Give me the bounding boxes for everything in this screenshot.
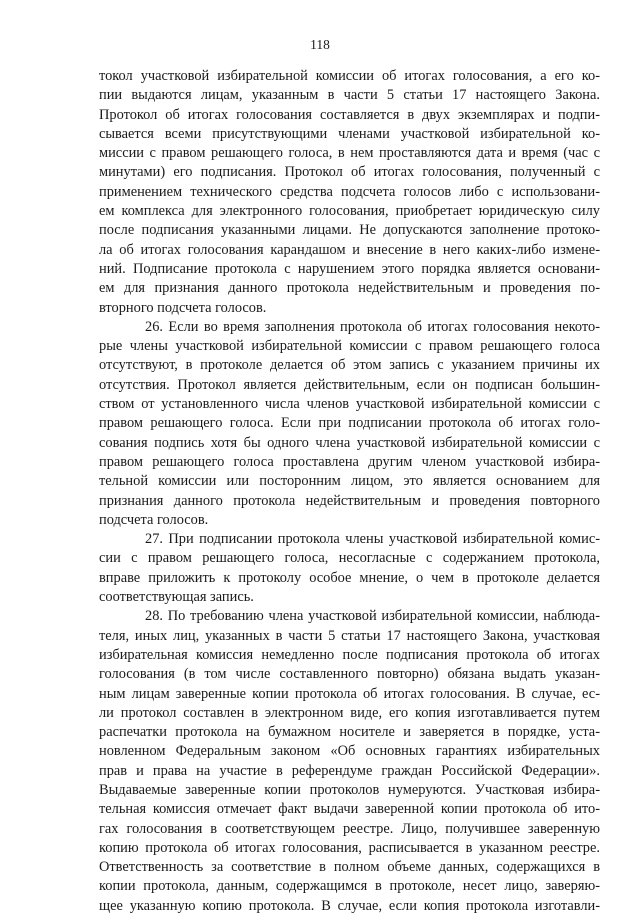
text-line: копии протокола, данным, содержащимся в протоколе, несет лицо, заверяю- <box>99 878 600 895</box>
text-line: копию протокола об итогах голосования, расписывается в указанном реестре. <box>99 839 600 856</box>
text-line: ли протокол составлен в электронном виде, его копия изготавливается путем <box>99 704 600 721</box>
text-line: вправе приложить к протоколу особое мнение, о чем в протоколе делается <box>99 569 600 586</box>
body-text <box>99 67 600 916</box>
text-line: избирательная комиссия немедленно после подписания протокола об итогах <box>99 646 600 663</box>
text-line: пии выдаются лицам, указанным в части 5 статьи 17 настоящего Закона. <box>99 87 600 104</box>
text-line: правом решающего голоса проставлена другим членом участковой избира- <box>99 453 600 470</box>
text-line: сии с правом решающего голоса, несогласные с содержанием протокола, <box>99 550 600 567</box>
text-line: миссии с правом решающего голоса, в нем проставляются дата и время (час с <box>99 145 600 162</box>
text-line: вторного подсчета голосов. <box>99 299 267 316</box>
text-line: теля, иных лиц, указанных в части 5 статьи 17 настоящего Закона, участковая <box>99 627 600 644</box>
text-line: токол участковой избирательной комиссии об итогах голосования, а его ко- <box>99 68 600 84</box>
text-line: Ответственность за соответствие в полном объеме данных, содержащихся в <box>99 859 600 876</box>
text-line: новленном Федеральным законом «Об основных гарантиях избирательных <box>99 743 600 760</box>
text-line: сования подпись хотя бы одного члена участковой избирательной комиссии с <box>99 434 600 451</box>
text-line: правом решающего голоса. Если при подписании протокола об итогах голо- <box>99 415 600 432</box>
text-line: рые члены участковой избирательной комиссии с правом решающего голоса <box>99 338 600 355</box>
text-line: ем комплекса для электронного голосования, приобретает юридическую силу <box>99 203 600 220</box>
text-line: тельной комиссии или посторонним лицом, это является основанием для <box>99 473 600 490</box>
text-line: голосования (в том числе составленного повторно) обязана выдать указан- <box>99 666 600 683</box>
text-line: ла об итогах голосования карандашом и внесение в него каких-либо измене- <box>99 241 600 258</box>
text-line: отсутствуют, в протоколе делается об этом запись с указанием причины их <box>99 357 600 374</box>
text-line: применением технического средства подсчета голосов либо с использовани- <box>99 183 600 200</box>
text-line: сывается всеми присутствующими членами участковой избирательной ко- <box>99 125 600 142</box>
text-line: отсутствия. Протокол является действительным, если он подписан большин- <box>99 376 600 393</box>
text-line: 26. Если во время заполнения протокола об итогах голосования некото- <box>145 318 600 335</box>
text-line: минутами) его подписания. Протокол об итогах голосования, полученный с <box>99 164 600 181</box>
text-line: тельная комиссия отмечает факт выдачи заверенной копии протокола об ито- <box>99 801 600 818</box>
text-line: признания данного протокола недействительным и проведения повторного <box>99 492 600 509</box>
text-line: ством от установленного числа членов участковой избирательной комиссии с <box>99 396 600 413</box>
text-line: после подписания указанными лицами. Не допускаются заполнение протоко- <box>99 222 600 239</box>
text-line: подсчета голосов. <box>99 511 209 528</box>
page-number: 118 <box>310 37 330 52</box>
text-line: ным лицам заверенные копии протокола об итогах голосования. В случае, ес- <box>99 685 600 702</box>
text-line: ем для признания данного протокола недействительным и проведения по- <box>99 280 600 297</box>
text-line: Выдаваемые заверенные копии протоколов нумеруются. Участковая избира- <box>99 781 600 798</box>
text-line: прав и права на участие в референдуме граждан Российской Федерации». <box>99 762 600 779</box>
text-line: щее указанную копию протокола. В случае, если копия протокола изготавли- <box>99 897 600 914</box>
text-line: 27. При подписании протокола члены участковой избирательной комис- <box>145 531 600 548</box>
text-line: ний. Подписание протокола с нарушением этого порядка является основани- <box>99 260 600 277</box>
text-line: Протокол об итогах голосования составляется в двух экземплярах и подпи- <box>99 106 600 123</box>
text-line: соответствующая запись. <box>99 589 254 606</box>
text-line: распечатки протокола на бумажном носителе и заверяется в порядке, уста- <box>99 724 600 741</box>
text-line: 28. По требованию члена участковой избирательной комиссии, наблюда- <box>145 608 600 625</box>
text-line: гах голосования в соответствующем реестре. Лицо, получившее заверенную <box>99 820 600 837</box>
